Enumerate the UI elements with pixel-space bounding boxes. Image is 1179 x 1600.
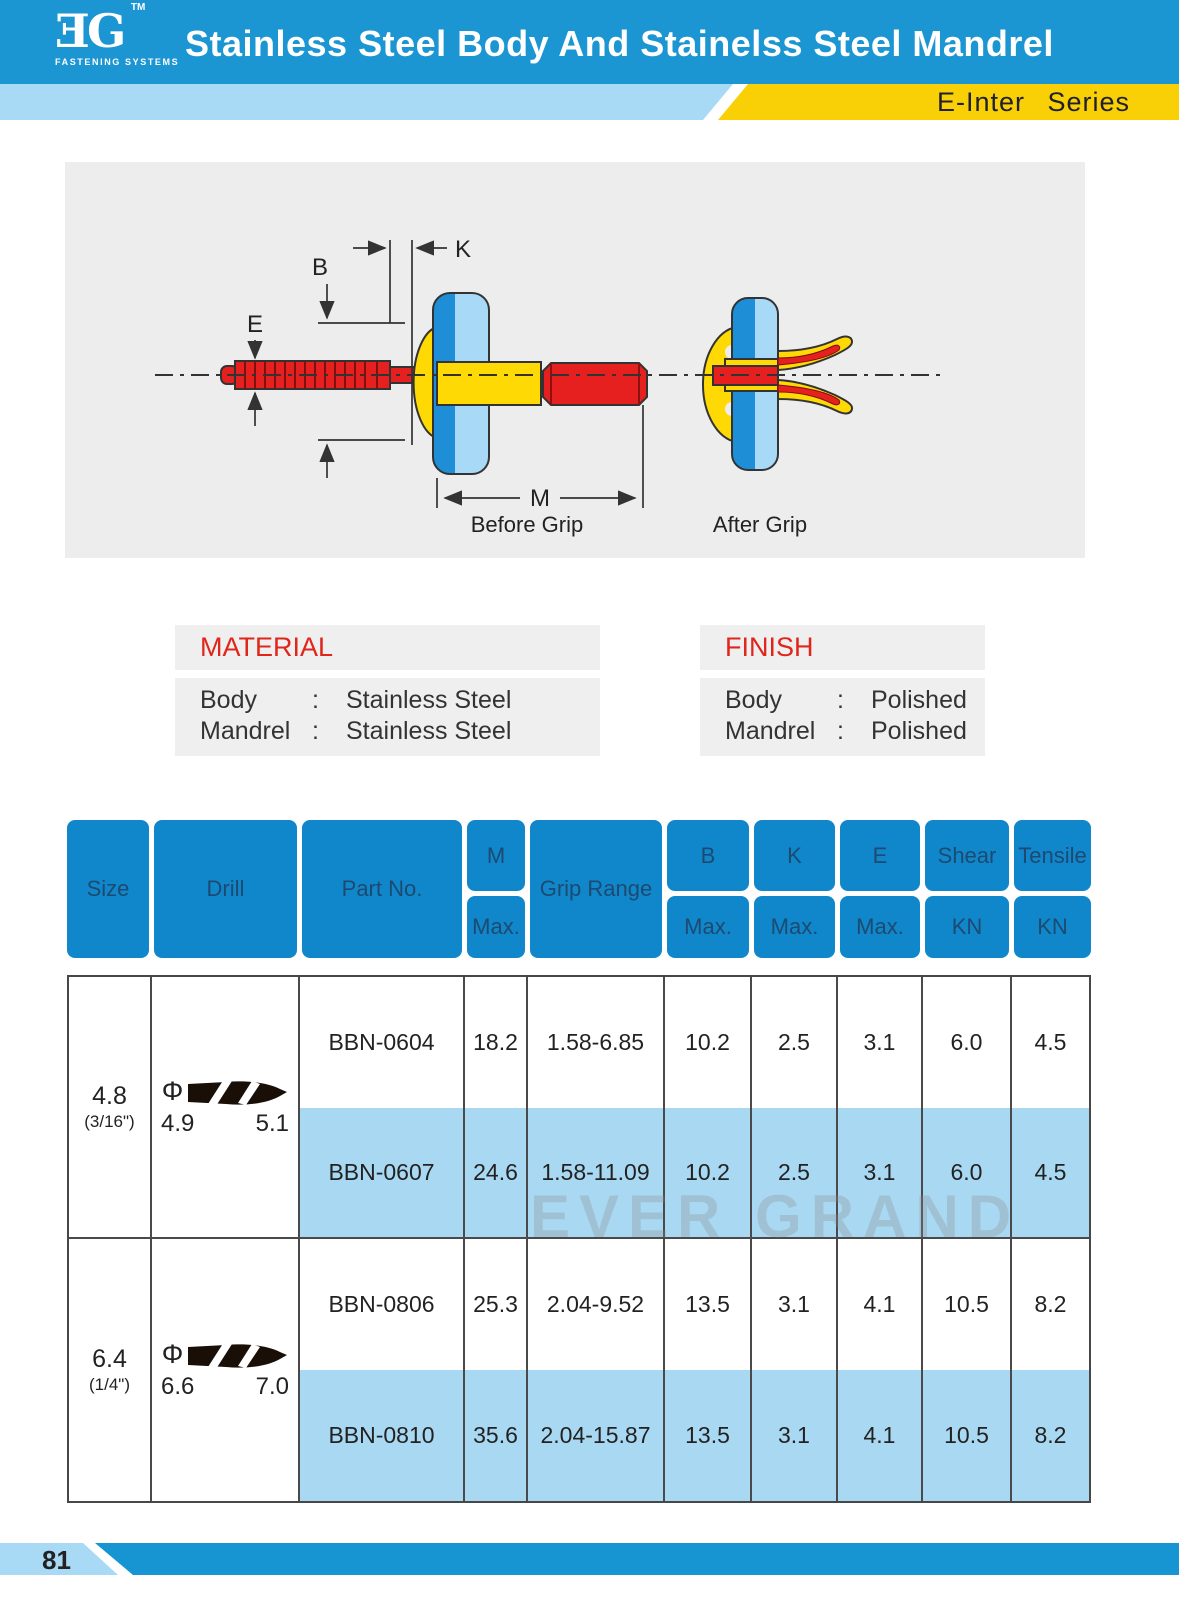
size-cell-group1 <box>69 977 152 1239</box>
th-shear <box>925 820 1009 958</box>
drill-max: 7.0 <box>255 1373 289 1400</box>
drill-max: 5.1 <box>255 1110 289 1137</box>
cell-k: 2.5 <box>752 1108 838 1239</box>
th-b-label: B <box>667 820 749 891</box>
spec-label: Body <box>200 686 257 714</box>
cell-b: 10.2 <box>665 977 752 1108</box>
series-label: E-Inter Series <box>936 87 1130 117</box>
page-title: Stainless Steel Body And Stainelss Steel Mandrel <box>185 23 1054 64</box>
finish-section <box>700 625 985 756</box>
cell-m: 18.2 <box>465 977 528 1108</box>
phi-symbol: Φ <box>161 1076 184 1106</box>
footer-dark-band <box>0 1543 1179 1575</box>
cell-grip: 2.04-15.87 <box>528 1370 665 1501</box>
th-e-label: E <box>840 820 920 891</box>
finish-row-mandrel <box>725 716 985 747</box>
cell-e: 3.1 <box>838 1108 923 1239</box>
cell-shear: 10.5 <box>923 1239 1012 1370</box>
spec-value: Polished <box>871 717 967 745</box>
drill-bit-icon <box>188 1077 288 1107</box>
spec-colon: : <box>312 686 319 714</box>
finish-heading: FINISH <box>700 625 985 670</box>
th-grip-range: Grip Range <box>530 820 662 958</box>
cell-m: 24.6 <box>465 1108 528 1239</box>
rivet-diagram <box>65 162 1085 558</box>
material-body <box>175 678 600 756</box>
dim-label-e: E <box>246 311 264 338</box>
th-m-label: M <box>467 820 525 891</box>
spec-table-body <box>67 975 1091 1503</box>
brand-logo <box>55 2 180 68</box>
th-k <box>754 820 835 958</box>
material-heading: MATERIAL <box>175 625 600 670</box>
logo-subtitle: FASTENING SYSTEMS <box>55 57 180 68</box>
spec-colon: : <box>837 686 844 714</box>
drill-min: 4.9 <box>161 1110 195 1137</box>
cell-e: 4.1 <box>838 1239 923 1370</box>
cell-tensile: 4.5 <box>1012 1108 1089 1239</box>
logo-text: ƎG TM <box>55 2 146 58</box>
size-value: 4.8 <box>92 1082 127 1110</box>
after-grip-label: After Grip <box>712 512 808 537</box>
th-tensile-label: Tensile <box>1014 820 1091 891</box>
before-grip-label: Before Grip <box>470 512 584 537</box>
th-k-sub: Max. <box>754 896 835 958</box>
cell-grip: 1.58-11.09 <box>528 1108 665 1239</box>
th-m <box>467 820 525 958</box>
dim-label-b: B <box>311 254 329 281</box>
cell-part: BBN-0604 <box>300 977 465 1108</box>
size-value: 6.4 <box>92 1345 127 1373</box>
dim-label-m: M <box>530 485 550 512</box>
spec-label: Mandrel <box>200 717 291 745</box>
material-section <box>175 625 600 756</box>
cell-b: 13.5 <box>665 1370 752 1501</box>
cell-tensile: 4.5 <box>1034 1029 1067 1055</box>
after-grip-figure <box>703 298 852 537</box>
phi-symbol: Φ <box>161 1339 184 1369</box>
drill-bit-icon <box>188 1340 288 1370</box>
cell-shear: 6.0 <box>923 977 1012 1108</box>
cell-grip: 2.04-9.52 <box>528 1239 665 1370</box>
cell-tensile: 8.2 <box>1034 1291 1067 1317</box>
th-b <box>667 820 749 958</box>
cell-part: BBN-0607 <box>300 1108 465 1239</box>
rivet-body <box>437 362 541 405</box>
th-size: Size <box>67 820 149 958</box>
th-e-sub: Max. <box>840 896 920 958</box>
th-shear-sub: KN <box>925 896 1009 958</box>
before-grip-figure <box>221 293 647 474</box>
drill-cell-group1 <box>152 977 300 1239</box>
cell-e: 4.1 <box>838 1370 923 1501</box>
finish-body <box>700 678 985 756</box>
mandrel-break-section <box>543 363 647 405</box>
finish-row-body <box>725 685 985 716</box>
spec-colon: : <box>837 717 844 745</box>
th-part-no: Part No. <box>302 820 462 958</box>
cell-part: BBN-0806 <box>300 1239 465 1370</box>
cell-k: 2.5 <box>752 977 838 1108</box>
th-drill: Drill <box>154 820 297 958</box>
cell-grip: 1.58-6.85 <box>528 977 665 1108</box>
th-b-sub: Max. <box>667 896 749 958</box>
cell-tensile: 8.2 <box>1012 1370 1089 1501</box>
material-row-mandrel <box>200 716 600 747</box>
rivet-diagram-panel <box>65 162 1085 558</box>
th-k-label: K <box>754 820 835 891</box>
cell-part: BBN-0810 <box>300 1370 465 1501</box>
th-shear-label: Shear <box>925 820 1009 891</box>
spec-value: Polished <box>871 686 967 714</box>
th-m-sub: Max. <box>467 896 525 958</box>
series-band <box>0 84 1179 120</box>
th-tensile-sub: KN <box>1014 896 1091 958</box>
cell-b: 13.5 <box>665 1239 752 1370</box>
size-cell-group2 <box>69 1239 152 1501</box>
cell-k: 3.1 <box>752 1239 838 1370</box>
cell-m: 25.3 <box>465 1239 528 1370</box>
cell-m: 35.6 <box>465 1370 528 1501</box>
spec-colon: : <box>312 717 319 745</box>
footer-bar <box>0 1543 1179 1575</box>
cell-k: 3.1 <box>752 1370 838 1501</box>
spec-label: Mandrel <box>725 717 816 745</box>
drill-min: 6.6 <box>161 1373 195 1400</box>
watermark: EVER GRAND <box>530 1183 1021 1250</box>
cell-shear: 10.5 <box>923 1370 1012 1501</box>
cell-e: 3.1 <box>838 977 923 1108</box>
th-tensile <box>1014 820 1091 958</box>
spec-label: Body <box>725 686 782 714</box>
th-e <box>840 820 920 958</box>
trademark-symbol: TM <box>130 2 146 13</box>
cell-shear: 6.0 <box>923 1108 1012 1239</box>
cell-b: 10.2 <box>665 1108 752 1239</box>
header-bar <box>0 0 1179 84</box>
spec-value: Stainless Steel <box>346 717 512 745</box>
size-inch: (1/4") <box>89 1375 130 1394</box>
size-inch: (3/16") <box>84 1112 135 1131</box>
drill-cell-group2 <box>152 1239 300 1501</box>
spec-table-header <box>67 820 1091 958</box>
page-number: 81 <box>42 1545 71 1575</box>
spec-value: Stainless Steel <box>346 686 512 714</box>
material-row-body <box>200 685 600 716</box>
dim-label-k: K <box>455 236 472 263</box>
